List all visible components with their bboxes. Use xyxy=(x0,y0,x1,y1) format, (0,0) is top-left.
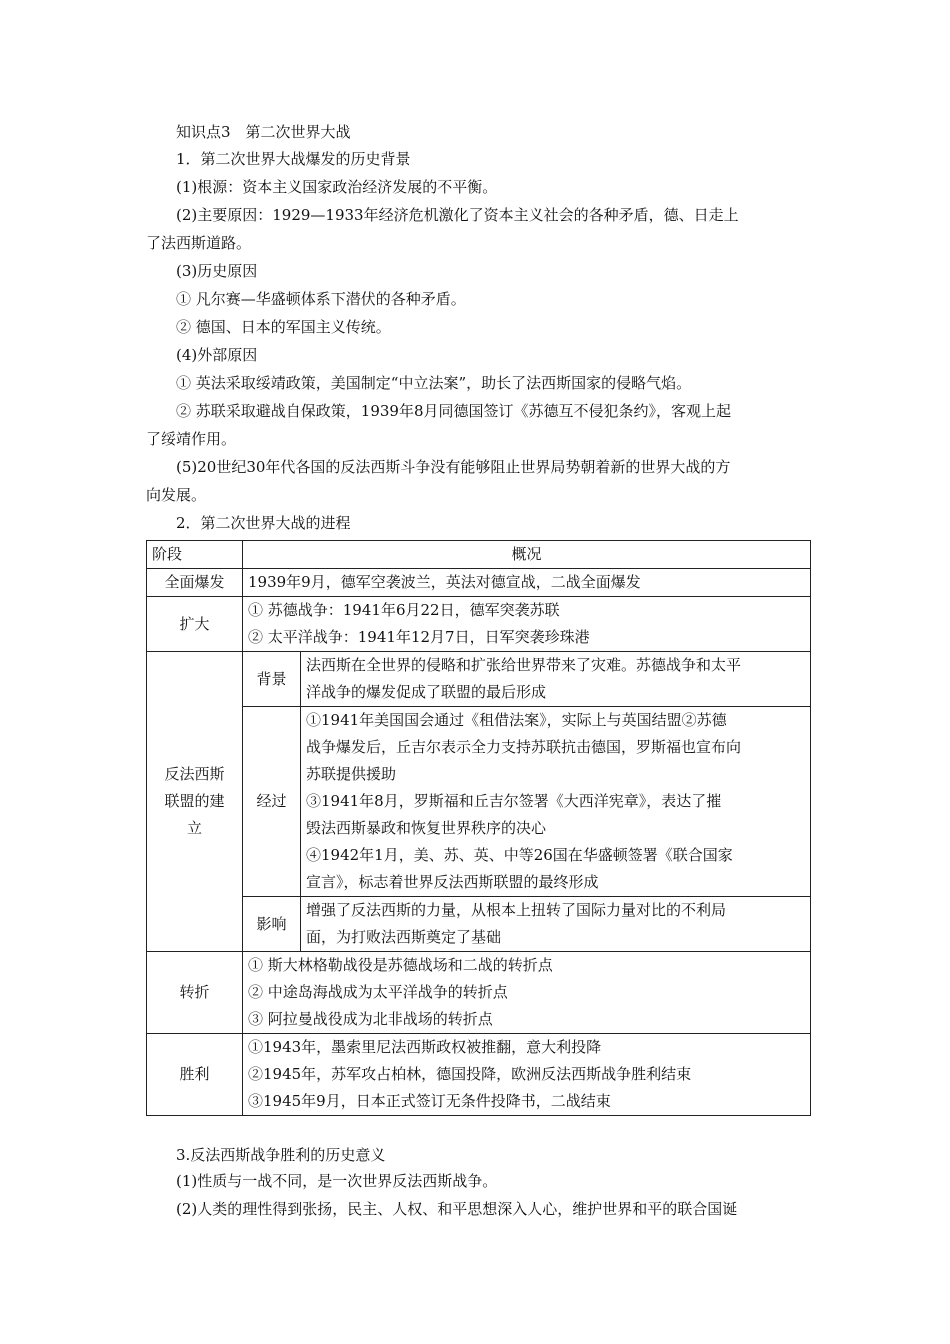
paragraph-line: (4)外部原因 xyxy=(176,346,258,364)
table-row xyxy=(147,952,811,1034)
stage-cell xyxy=(147,652,243,952)
overview-cell xyxy=(243,952,811,1034)
paragraph-line: (5)20世纪30年代各国的反法西斯斗争没有能够阻止世界局势朝着新的世界大战的方 xyxy=(176,458,731,476)
table-row xyxy=(147,597,811,652)
header-overview: 概况 xyxy=(243,541,811,569)
overview-line: ② 太平洋战争：1941年12月7日，日军突袭珍珠港 xyxy=(248,628,590,646)
paragraph-line: ① 凡尔赛—华盛顿体系下潜伏的各种矛盾。 xyxy=(176,290,466,308)
part1-heading: 1．第二次世界大战爆发的历史背景 xyxy=(176,150,411,168)
sub-stage-cell: 影响 xyxy=(243,897,301,952)
overview-line: ①1943年，墨索里尼法西斯政权被推翻，意大利投降 xyxy=(248,1038,602,1056)
paragraph-line: ② 苏联采取避战自保政策，1939年8月同德国签订《苏德互不侵犯条约》，客观上起 xyxy=(176,402,731,420)
paragraph-line: (1)根源：资本主义国家政治经济发展的不平衡。 xyxy=(176,178,498,196)
part3-heading: 3.反法西斯战争胜利的历史意义 xyxy=(176,1146,386,1164)
overview-line: 面，为打败法西斯奠定了基础 xyxy=(306,928,502,946)
overview-line: 增强了反法西斯的力量，从根本上扭转了国际力量对比的不利局 xyxy=(306,901,727,919)
overview-cell xyxy=(243,597,811,652)
table-row xyxy=(147,652,811,707)
stage-cell: 胜利 xyxy=(147,1034,243,1116)
overview-line: ③1941年8月，罗斯福和丘吉尔签署《大西洋宪章》，表达了摧 xyxy=(306,792,722,810)
stage-line: 反法西斯 xyxy=(164,765,225,783)
overview-line: 洋战争的爆发促成了联盟的最后形成 xyxy=(306,683,547,701)
sub-stage-cell: 经过 xyxy=(243,707,301,897)
paragraph-line: (2)主要原因：1929—1933年经济危机激化了资本主义社会的各种矛盾，德、日走上 xyxy=(176,206,739,224)
stage-line: 联盟的建 xyxy=(164,792,225,810)
table-header-row xyxy=(147,541,811,569)
overview-line: ③1945年9月，日本正式签订无条件投降书，二战结束 xyxy=(248,1092,611,1110)
stage-cell: 扩大 xyxy=(147,597,243,652)
table-row xyxy=(147,897,811,952)
paragraph-line: (3)历史原因 xyxy=(176,262,258,280)
overview-line: ④1942年1月，美、苏、英、中等26国在华盛顿签署《联合国家 xyxy=(306,846,733,864)
overview-line: 宣言》，标志着世界反法西斯联盟的最终形成 xyxy=(306,873,599,891)
war-progress-table xyxy=(146,540,811,1116)
overview-cell xyxy=(301,652,811,707)
paragraph-line: ① 英法采取绥靖政策，美国制定“中立法案”，助长了法西斯国家的侵略气焰。 xyxy=(176,374,692,392)
overview-line: ①1941年美国国会通过《租借法案》，实际上与英国结盟②苏德 xyxy=(306,711,727,729)
overview-cell xyxy=(301,707,811,897)
table-row xyxy=(147,1034,811,1116)
section-title: 知识点3 第二次世界大战 xyxy=(176,123,351,141)
paragraph-line: (1)性质与一战不同，是一次世界反法西斯战争。 xyxy=(176,1172,498,1190)
overview-line: 战争爆发后，丘吉尔表示全力支持苏联抗击德国，罗斯福也宣布向 xyxy=(306,738,742,756)
overview-line: ① 斯大林格勒战役是苏德战场和二战的转折点 xyxy=(248,956,553,974)
overview-line: ② 中途岛海战成为太平洋战争的转折点 xyxy=(248,983,508,1001)
overview-line: ③ 阿拉曼战役成为北非战场的转折点 xyxy=(248,1010,493,1028)
paragraph-line: 了绥靖作用。 xyxy=(146,430,237,448)
overview-cell xyxy=(301,897,811,952)
sub-stage-cell: 背景 xyxy=(243,652,301,707)
stage-line: 立 xyxy=(186,819,202,837)
overview-line: ②1945年，苏军攻占柏林，德国投降，欧洲反法西斯战争胜利结束 xyxy=(248,1065,692,1083)
overview-line: 苏联提供援助 xyxy=(306,765,397,783)
overview-cell xyxy=(243,1034,811,1116)
paragraph-line: ② 德国、日本的军国主义传统。 xyxy=(176,318,391,336)
stage-cell: 转折 xyxy=(147,952,243,1034)
paragraph-line: 了法西斯道路。 xyxy=(146,234,252,252)
overview-line: 毁法西斯暴政和恢复世界秩序的决心 xyxy=(306,819,547,837)
table-row xyxy=(147,707,811,897)
table-row xyxy=(147,569,811,597)
header-stage: 阶段 xyxy=(147,541,243,569)
overview-cell: 1939年9月，德军空袭波兰，英法对德宣战，二战全面爆发 xyxy=(243,569,811,597)
paragraph-line: 向发展。 xyxy=(146,486,207,504)
stage-cell: 全面爆发 xyxy=(147,569,243,597)
part2-heading: 2．第二次世界大战的进程 xyxy=(176,514,351,532)
paragraph-line: (2)人类的理性得到张扬，民主、人权、和平思想深入人心，维护世界和平的联合国诞 xyxy=(176,1200,738,1218)
overview-line: 法西斯在全世界的侵略和扩张给世界带来了灾难。苏德战争和太平 xyxy=(306,656,742,674)
overview-line: ① 苏德战争：1941年6月22日，德军突袭苏联 xyxy=(248,601,560,619)
